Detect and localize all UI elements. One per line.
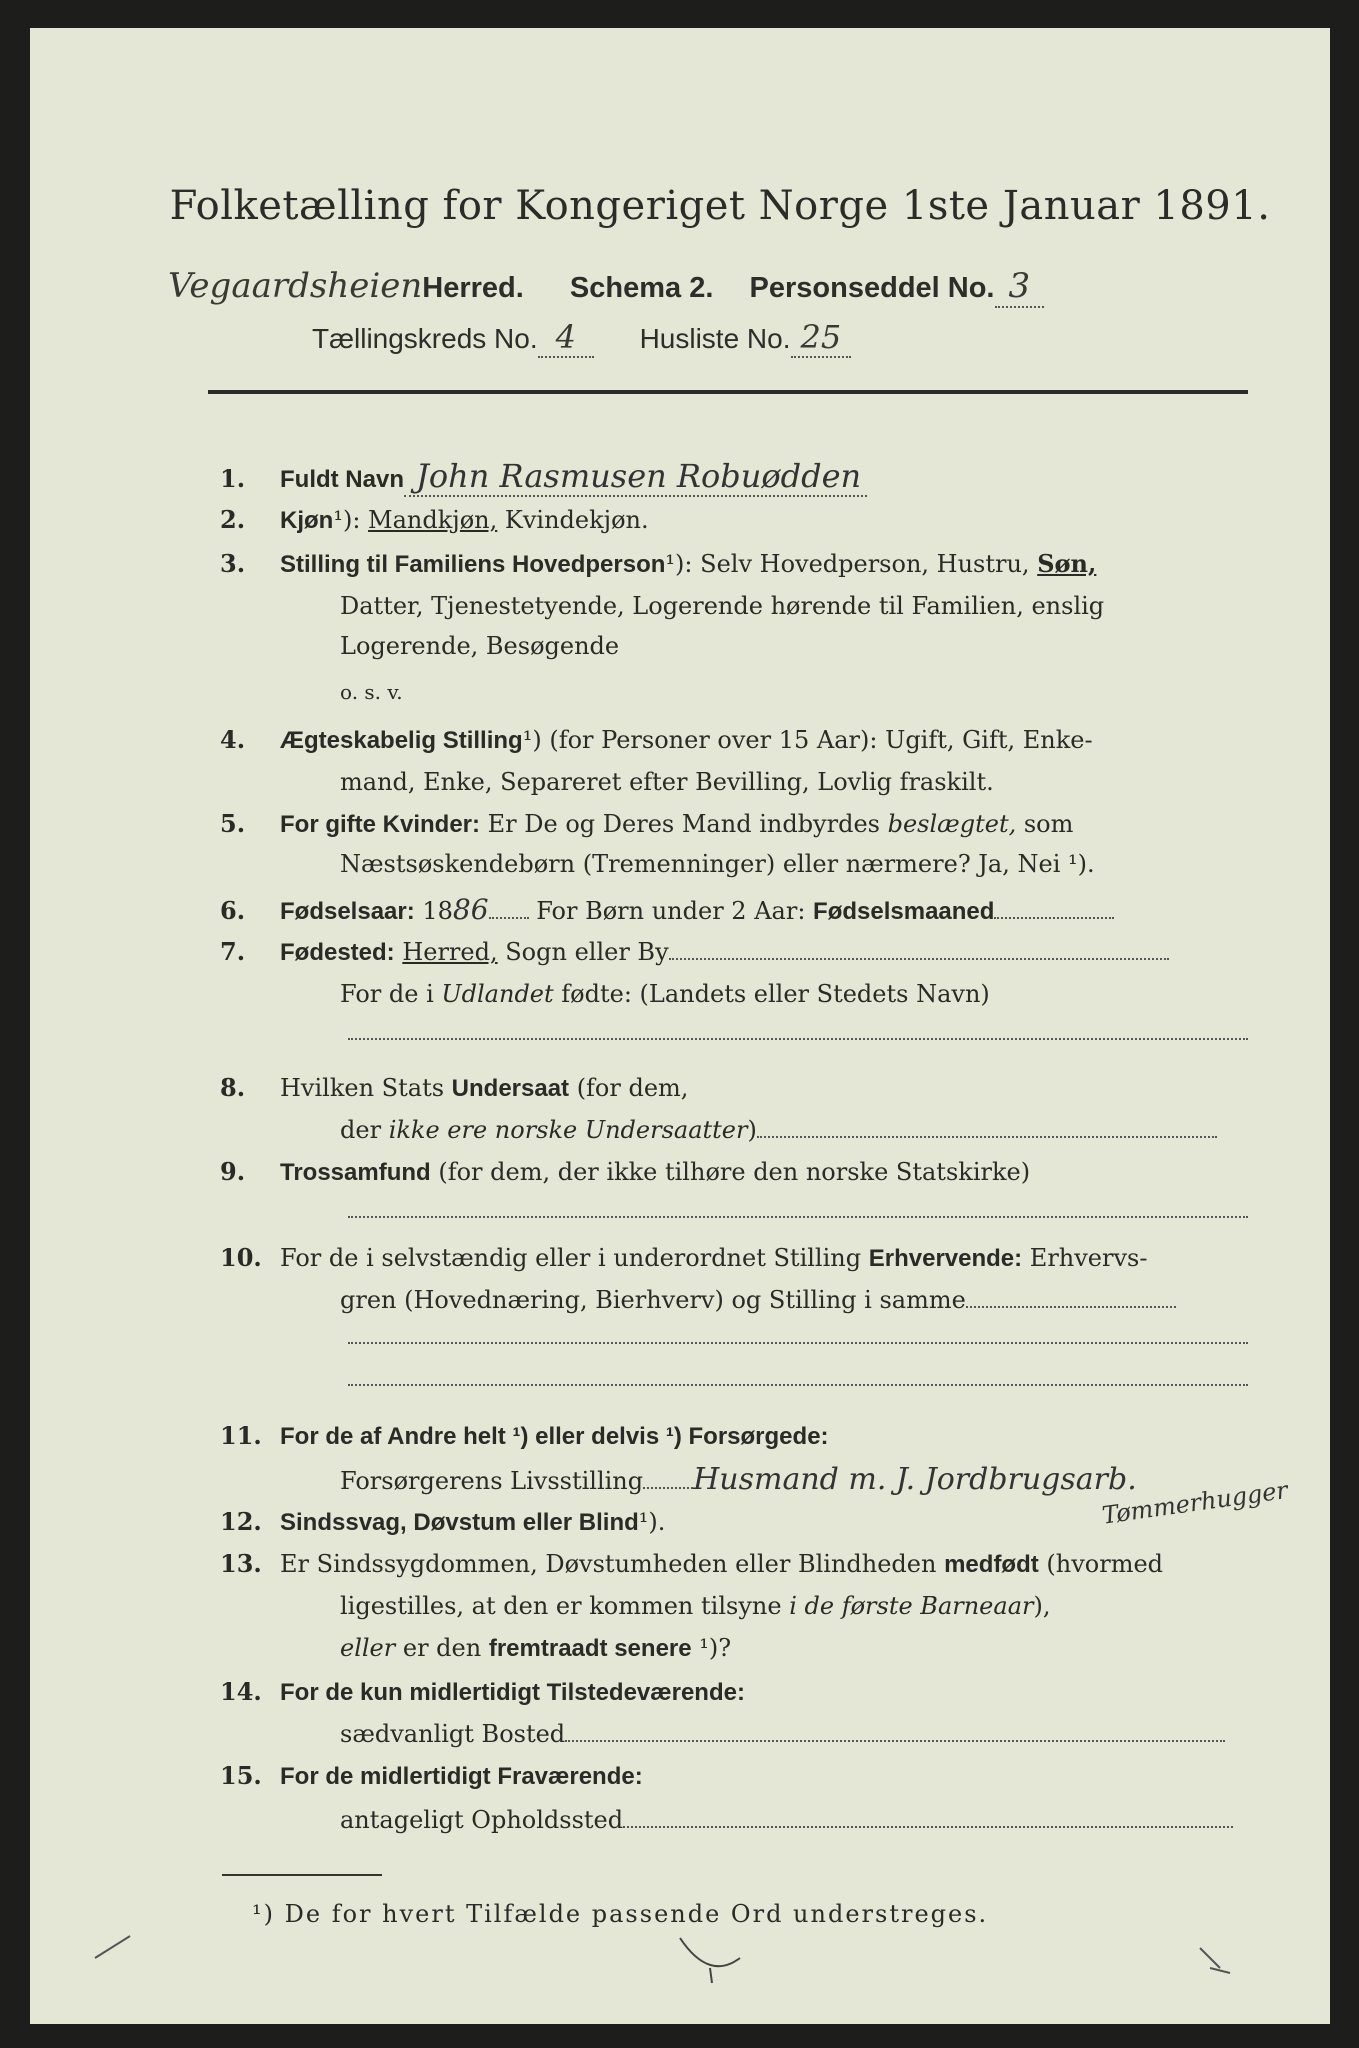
q9-religion (220, 1156, 1260, 1189)
q10-bold: Erhvervende: (868, 1245, 1023, 1272)
footnote-rule (222, 1874, 382, 1876)
q13-text-b1: ligestilles, at den er kommen tilsyne (340, 1592, 782, 1620)
q8-text-a2: (for dem, (576, 1074, 689, 1102)
corner-mark-right-icon (1190, 1938, 1250, 1988)
q15-line-b (340, 1804, 1359, 1836)
q13-text-c0: eller (340, 1634, 396, 1662)
q9-answer-line (348, 1216, 1248, 1218)
q8-number: 8. (220, 1073, 246, 1102)
q12-label: Sindssvag, Døvstum eller Blind (280, 1509, 639, 1536)
q2-gender (220, 504, 1260, 537)
q13-text-a2: (hvormed (1046, 1550, 1164, 1578)
q4-line-b: mand, Enke, Separeret efter Bevilling, Lovlig fraskilt. (340, 768, 994, 796)
q2-option-female: Kvindekjøn. (504, 506, 649, 534)
form-title: Folketælling for Kongeriget Norge 1ste Januar 1891. (169, 183, 1271, 229)
q7-text-b2: fødte: (Landets eller Stedets Navn) (561, 980, 990, 1008)
q4-text-a: (for Personer over 15 Aar): Ugift, Gift, Enke- (549, 726, 1093, 754)
q6-year-handwritten: 86 (452, 893, 489, 926)
q15-temporary-absent (220, 1760, 1260, 1793)
husliste-number: 25 (791, 318, 852, 358)
q7-label: Fødested: (280, 939, 395, 966)
footnote: ¹) De for hvert Tilfælde passende Ord understreges. (252, 1900, 989, 1928)
q7-answer-line (348, 1038, 1248, 1040)
q8-citizenship (220, 1072, 1260, 1105)
q13-line-c (340, 1632, 1359, 1665)
personseddel-label: Personseddel No. (749, 272, 995, 304)
q10-text-a1: For de i selvstændig eller i underordnet Stilling (280, 1244, 862, 1272)
header-municipality-line (168, 266, 1044, 306)
q7-italic: Udlandet (441, 980, 554, 1008)
q4-number: 4. (220, 725, 246, 754)
kreds-label: Tællingskreds No. (312, 323, 538, 354)
q2-number: 2. (220, 505, 246, 534)
q13-bold: medfødt (944, 1551, 1039, 1578)
q10-answer-line-1 (348, 1342, 1248, 1344)
census-form-sheet (30, 28, 1330, 2024)
q10-text-b: gren (Hovednæring, Bierhverv) og Stilling i samme (340, 1286, 966, 1314)
q8-text-b1: der (340, 1116, 382, 1144)
q7-selected-herred: Herred, (402, 938, 498, 966)
q1-label: Fuldt Navn (280, 466, 404, 493)
q8-italic: ikke ere norske Undersaatter (388, 1116, 748, 1144)
q6-text: For Børn under 2 Aar: (536, 897, 806, 925)
q13-text-a1: Er Sindssygdommen, Døvstumheden eller Blindheden (280, 1550, 937, 1578)
header-rule (208, 390, 1248, 394)
q2-sup: ¹): (333, 506, 361, 534)
q7-number: 7. (220, 937, 246, 966)
q3-number: 3. (220, 549, 246, 578)
q3-family-position (220, 548, 1260, 581)
q3-label: Stilling til Familiens Hovedperson (280, 551, 666, 578)
q8-text-b2: ) (747, 1116, 757, 1144)
corner-mark-icon (90, 1928, 170, 1968)
q3-selected-son: Søn, (1037, 549, 1097, 578)
q14-text-b: sædvanligt Bosted (340, 1720, 566, 1748)
schema-label: Schema 2. (569, 272, 714, 304)
husliste-label: Husliste No. (639, 323, 791, 354)
q13-bold-c: fremtraadt senere (488, 1635, 692, 1662)
q3-options-a: Selv Hovedperson, Hustru, (700, 550, 1030, 578)
municipality-handwritten: Vegaardsheien (168, 266, 423, 306)
q1-answer: John Rasmusen Robuødden (404, 457, 867, 497)
q10-answer-line-2 (348, 1384, 1248, 1386)
q12-disabilities (220, 1506, 1260, 1539)
q15-label: For de midlertidigt Fraværende: (280, 1763, 643, 1790)
q10-number: 10. (220, 1243, 262, 1272)
q11-text-b: Forsørgerens Livsstilling (340, 1467, 644, 1495)
q14-number: 14. (220, 1677, 262, 1706)
q10-occupation (220, 1242, 1260, 1275)
q5-label: For gifte Kvinder: (280, 811, 481, 838)
q15-number: 15. (220, 1761, 262, 1790)
q4-marital-status (220, 724, 1260, 757)
q11-answer-a: Husmand m. J. Jordbrugsarb. (693, 1462, 1137, 1497)
q4-sup: ¹) (522, 726, 542, 754)
kreds-number: 4 (538, 318, 594, 358)
q5-married-women (220, 808, 1260, 841)
q5-text-a2: som (1023, 810, 1074, 838)
q5-text-a: Er De og Deres Mand indbyrdes (487, 810, 880, 838)
q3-line-b: Datter, Tjenestetyende, Logerende hørende til Familien, enslig (340, 592, 1105, 620)
q5-number: 5. (220, 809, 246, 838)
q11-answer-b: Tømmerhugger (1100, 1475, 1290, 1530)
q13-text-b2: ), (1033, 1592, 1051, 1620)
q13-congenital (220, 1548, 1260, 1581)
q13-line-b (340, 1590, 1359, 1622)
q1-number: 1. (220, 464, 246, 493)
q6-birth-year (220, 894, 1260, 928)
q7-text-a: Sogn eller By (505, 938, 669, 966)
q14-line-b (340, 1718, 1359, 1750)
q7-text-b1: For de i (340, 980, 434, 1008)
q6-number: 6. (220, 896, 246, 925)
q14-label: For de kun midlertidigt Tilstedeværende: (280, 1679, 745, 1706)
q9-label: Trossamfund (280, 1159, 431, 1186)
pencil-mark-icon (670, 1928, 790, 1988)
q10-text-a2: Erhvervs- (1029, 1244, 1148, 1272)
q6-year-prefix: 18 (422, 897, 453, 925)
q9-number: 9. (220, 1157, 246, 1186)
q12-number: 12. (220, 1507, 262, 1536)
q2-option-male: Mandkjøn, (368, 506, 498, 534)
q5-line-b: Næstsøskendebørn (Tremenninger) eller nærmere? Ja, Nei ¹). (340, 850, 1095, 878)
q5-italic: beslægtet, (887, 810, 1017, 838)
q13-number: 13. (220, 1549, 262, 1578)
header-kreds-line (312, 318, 851, 356)
q10-line-b (340, 1284, 1359, 1316)
q1-full-name (220, 457, 1260, 496)
q11-supported (220, 1420, 1260, 1453)
q12-sup: ¹). (638, 1508, 666, 1536)
q6-label: Fødselsaar: (280, 898, 415, 925)
q7-birthplace (220, 936, 1260, 969)
q3-line-c: Logerende, Besøgende (340, 632, 620, 660)
q13-italic-b: i de første Barneaar (789, 1592, 1034, 1620)
q3-line-d: o. s. v. (340, 680, 403, 704)
q14-temporary-present (220, 1676, 1260, 1709)
q13-text-c1: er den (402, 1634, 482, 1662)
q13-text-c2: ¹)? (699, 1634, 732, 1662)
q2-label: Kjøn (280, 507, 334, 534)
herred-label: Herred. (422, 272, 524, 304)
q11-label: For de af Andre helt ¹) eller delvis ¹) Forsørgede: (280, 1423, 829, 1450)
q3-sup: ¹): (665, 550, 693, 578)
q11-number: 11. (220, 1421, 262, 1450)
personseddel-number: 3 (995, 266, 1045, 308)
q9-text: (for dem, der ikke tilhøre den norske Statskirke) (438, 1158, 1031, 1186)
q6-label2: Fødselsmaaned (813, 898, 995, 925)
q8-text-a1: Hvilken Stats (280, 1074, 445, 1102)
q4-label: Ægteskabelig Stilling (280, 727, 523, 754)
q8-bold: Undersaat (451, 1075, 570, 1102)
q15-text-b: antageligt Opholdssted (340, 1806, 624, 1834)
q8-line-b (340, 1114, 1359, 1146)
q7-line-b (340, 978, 1359, 1010)
